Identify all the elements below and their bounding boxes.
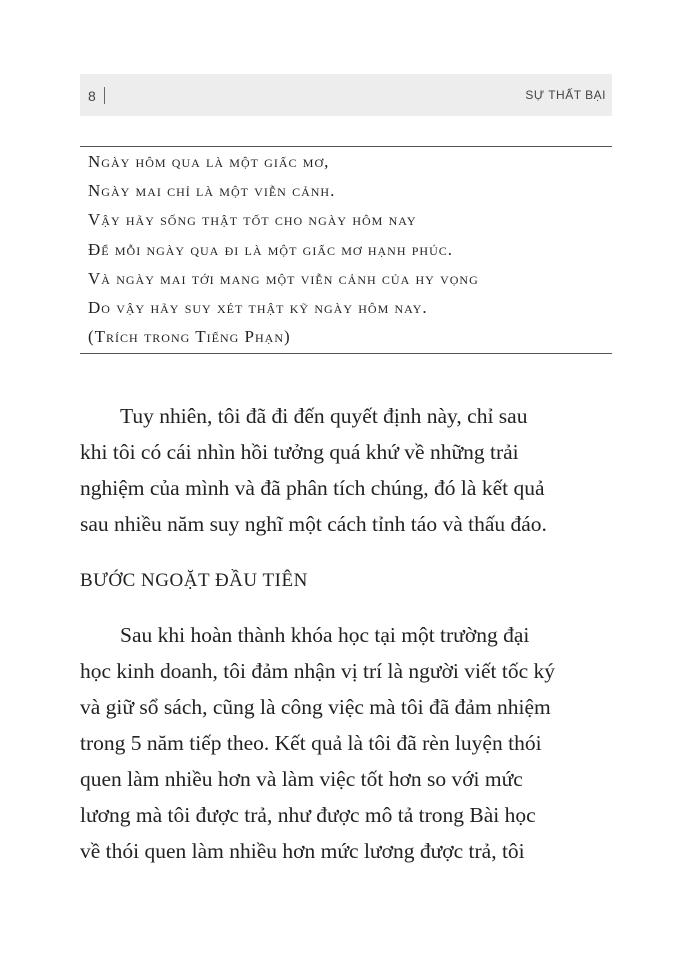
running-title: SỰ THẤT BẠI [525, 88, 606, 102]
paragraph-line: nghiệm của mình và đã phân tích chúng, đó là kết quả [80, 476, 545, 500]
paragraph-2 [80, 617, 612, 869]
quote-line: Và ngày mai tới mang một viễn cảnh của hy vọng [88, 269, 479, 288]
quote-line: Ngày mai chỉ là một viễn cảnh. [88, 181, 336, 200]
quote-line: Vậy hãy sống thật tốt cho ngày hôm nay [88, 210, 417, 229]
paragraph-line: học kinh doanh, tôi đảm nhận vị trí là người viết tốc ký [80, 659, 556, 683]
page-number: 8 [88, 88, 96, 104]
paragraph-line: khi tôi có cái nhìn hồi tưởng quá khứ về những trải [80, 440, 519, 464]
quote-attribution: (Trích trong Tiếng Phạn) [88, 327, 291, 346]
quote-line: Do vậy hãy suy xét thật kỹ ngày hôm nay. [88, 298, 428, 317]
paragraph-line: và giữ sổ sách, cũng là công việc mà tôi đã đảm nhiệm [80, 695, 551, 719]
paragraph-line: lương mà tôi được trả, như được mô tả trong Bài học [80, 803, 536, 827]
paragraph-line: Tuy nhiên, tôi đã đi đến quyết định này, chỉ sau [120, 404, 528, 428]
paragraph-line: trong 5 năm tiếp theo. Kết quả là tôi đã rèn luyện thói [80, 731, 542, 755]
paragraph-line: quen làm nhiều hơn và làm việc tốt hơn so với mức [80, 767, 523, 791]
paragraph-1 [80, 398, 612, 542]
quote-line: Để mỗi ngày qua đi là một giấc mơ hạnh phúc. [88, 240, 454, 259]
paragraph-line: sau nhiều năm suy nghĩ một cách tỉnh táo và thấu đáo. [80, 512, 547, 536]
page-number-separator [104, 87, 105, 104]
quote-line: Ngày hôm qua là một giấc mơ, [88, 152, 330, 171]
paragraph-line: về thói quen làm nhiều hơn mức lương được trả, tôi [80, 839, 525, 863]
quote-block [80, 146, 612, 354]
page-header [80, 74, 612, 116]
section-heading: BƯỚC NGOẶT ĐẦU TIÊN [80, 570, 308, 591]
paragraph-line: Sau khi hoàn thành khóa học tại một trường đại [120, 623, 530, 647]
